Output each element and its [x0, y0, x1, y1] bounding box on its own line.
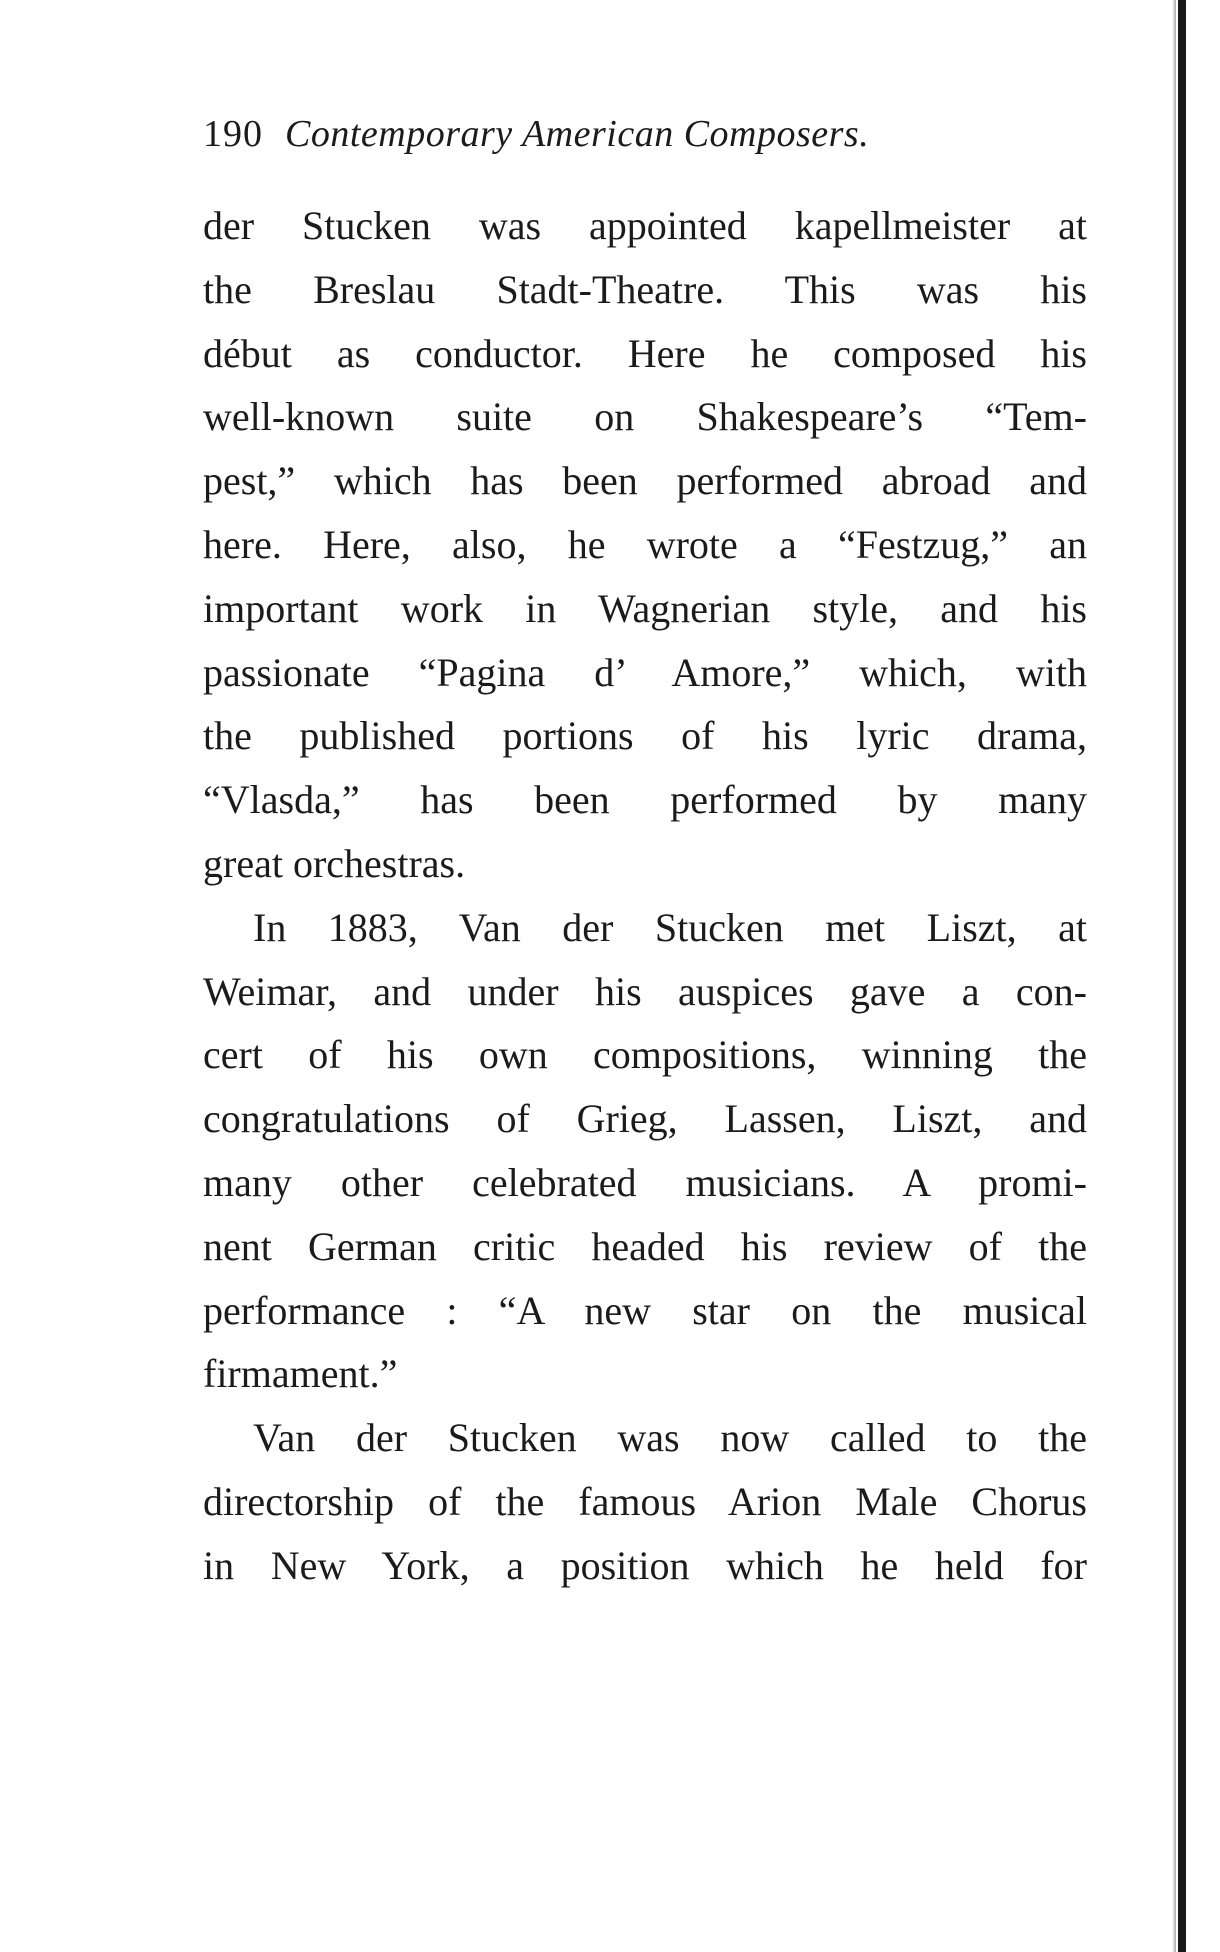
paragraph-last-line: great orchestras. — [203, 840, 466, 886]
text-line: début as conductor. Here he composed his — [203, 330, 1087, 376]
paragraph-first-line: In 1883, Van der Stucken met Liszt, at — [253, 904, 1087, 950]
paragraph-first-line: Van der Stucken was now called to the — [253, 1415, 1087, 1461]
text-line: many other celebrated musicians. A promi- — [203, 1159, 1087, 1205]
text-line: the Breslau Stadt-Theatre. This was his — [203, 266, 1087, 312]
text-line: passionate “Pagina d’ Amore,” which, with — [203, 649, 1087, 695]
text-line: directorship of the famous Arion Male Chorus — [203, 1478, 1087, 1524]
text-line: in New York, a position which he held for — [203, 1542, 1087, 1588]
binding-edge-shadow — [1172, 0, 1176, 1952]
text-line: well-known suite on Shakespeare’s “Tem- — [203, 394, 1087, 440]
text-line: “Vlasda,” has been performed by many — [203, 777, 1087, 823]
text-line: pest,” which has been performed abroad and — [203, 458, 1087, 504]
text-line: Weimar, and under his auspices gave a con- — [203, 968, 1087, 1014]
book-title: Contemporary American Composers. — [285, 113, 870, 155]
text-line: performance : “A new star on the musical — [203, 1287, 1087, 1333]
text-line: important work in Wagnerian style, and his — [203, 585, 1087, 631]
body-text — [203, 194, 1087, 1598]
text-line: the published portions of his lyric drama, — [203, 713, 1087, 759]
binding-edge — [1178, 0, 1186, 1952]
text-line: cert of his own compositions, winning the — [203, 1032, 1087, 1078]
page-number: 190 — [203, 113, 263, 155]
text-line: here. Here, also, he wrote a “Festzug,” an — [203, 521, 1087, 567]
text-line: congratulations of Grieg, Lassen, Liszt, and — [203, 1096, 1087, 1142]
text-line: der Stucken was appointed kapellmeister at — [203, 203, 1087, 248]
paragraph-last-line: firmament.” — [203, 1351, 398, 1397]
text-line: nent German critic headed his review of the — [203, 1223, 1087, 1269]
running-head — [203, 104, 1083, 164]
